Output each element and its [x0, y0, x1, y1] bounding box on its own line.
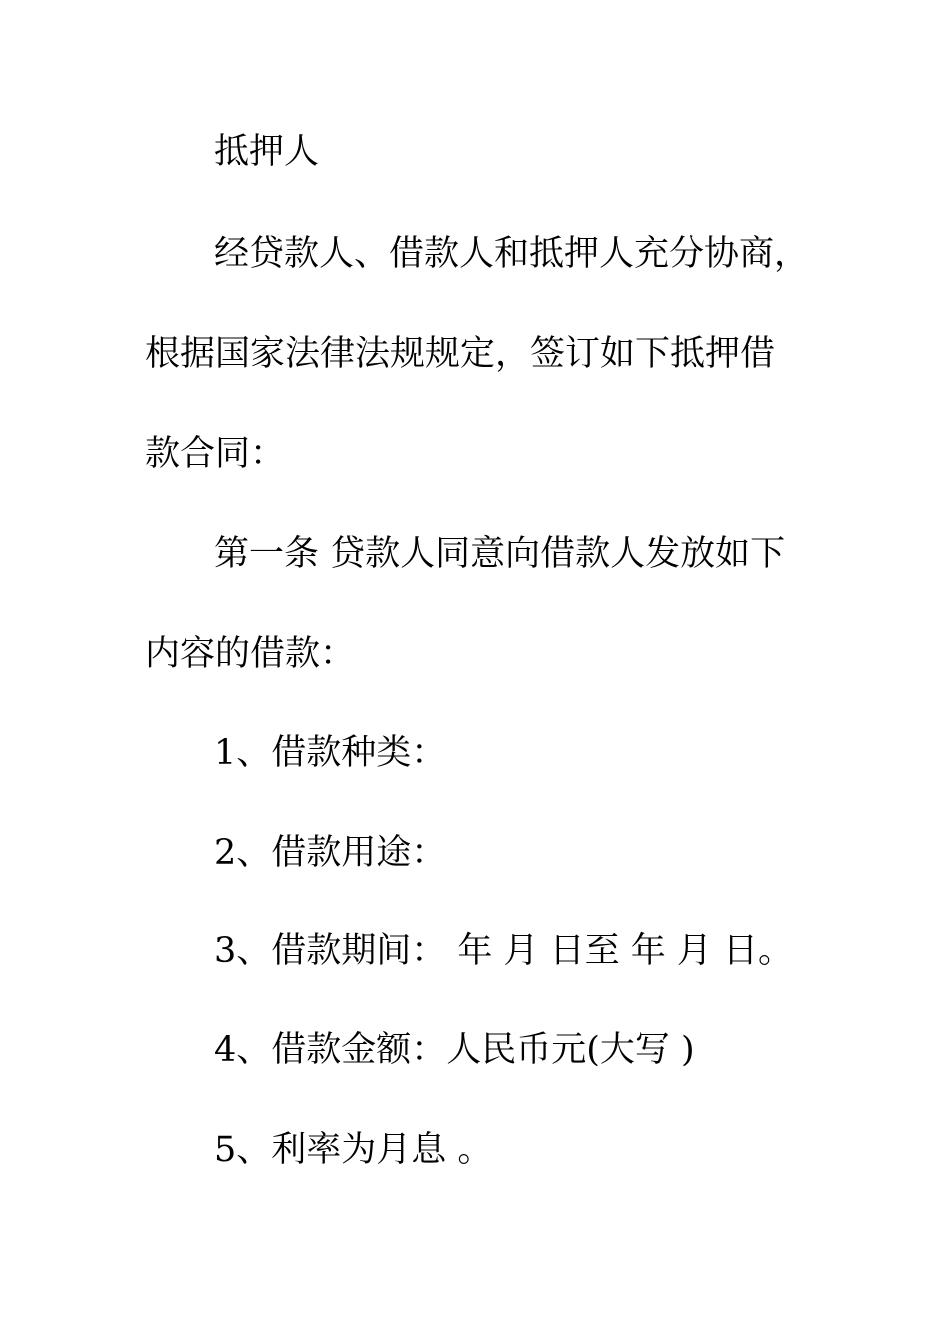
article-one-line: 第一条 贷款人同意向借款人发放如下 — [214, 534, 786, 574]
paragraph-line: 款合同： — [145, 434, 286, 474]
mortgagor-label: 抵押人 — [214, 132, 320, 172]
interest-rate-item: 5、利率为月息 。 — [214, 1130, 493, 1170]
loan-amount-item: 4、借款金额：人民币元(大写 ) — [214, 1030, 695, 1070]
loan-period-item: 3、借款期间： 年 月 日至 年 月 日。 — [214, 931, 794, 971]
paragraph-line: 内容的借款： — [145, 634, 356, 674]
loan-type-item: 1、借款种类： — [214, 733, 447, 773]
paragraph-line: 根据国家法律法规规定，签订如下抵押借 — [145, 334, 776, 374]
paragraph-line: 经贷款人、借款人和抵押人充分协商， — [214, 234, 810, 274]
loan-purpose-item: 2、借款用途： — [214, 833, 447, 873]
